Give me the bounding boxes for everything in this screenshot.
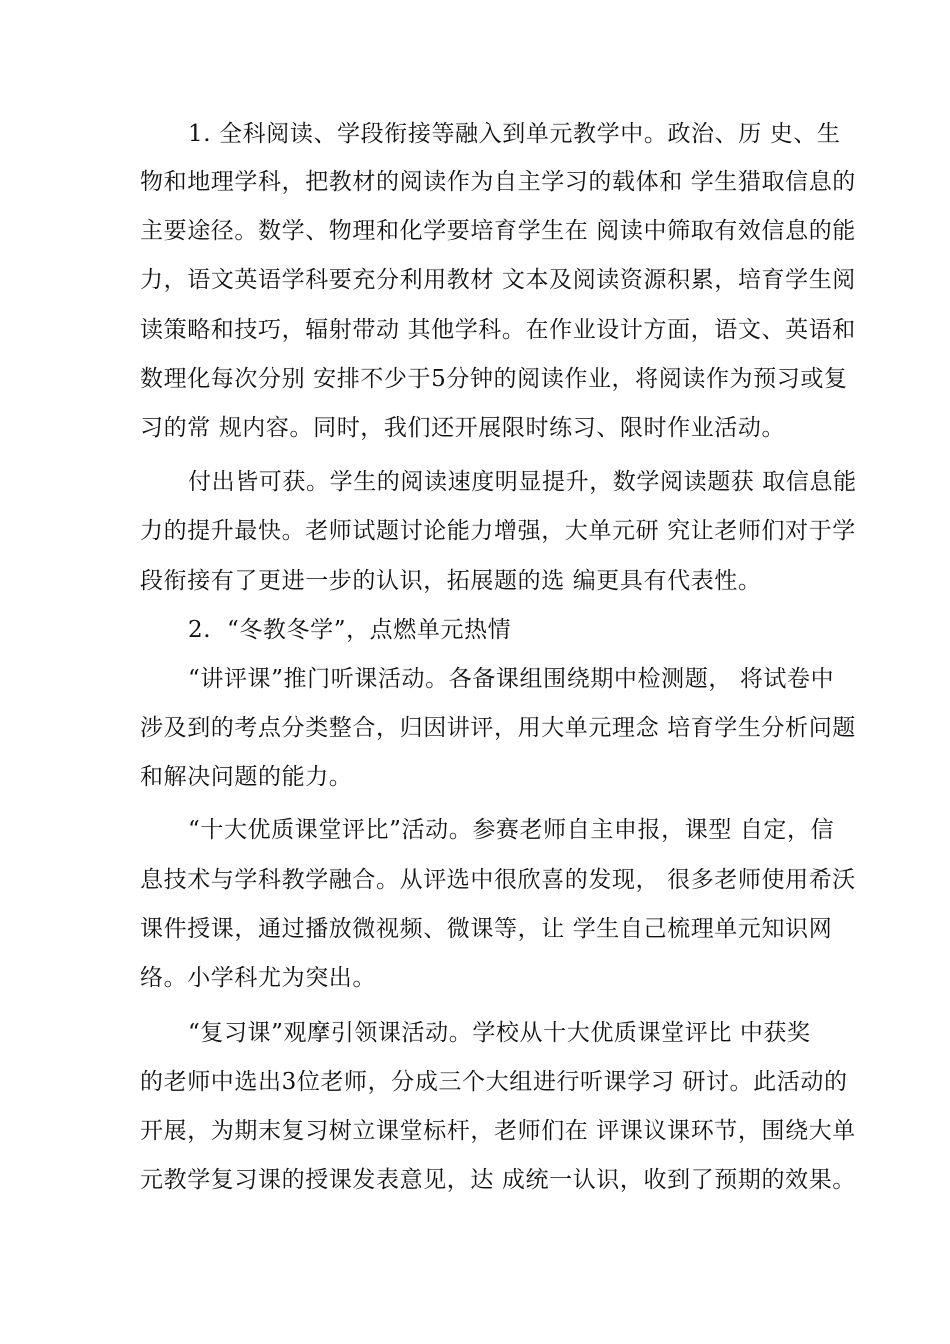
text-line: 读策略和技巧，辐射带动 其他学科。在作业设计方面，语文、英语和 — [140, 317, 856, 343]
text-line: 力，语文英语学科要充分利用教材 文本及阅读资源积累，培育学生阅 — [140, 267, 856, 293]
text-line: 和解决问题的能力。 — [140, 764, 353, 790]
text-line: 的老师中选出3位老师，分成三个大组进行听课学习 研讨。此活动的 — [140, 1069, 848, 1095]
text-line: “讲评课”推门听课活动。各备课组围绕期中检测题， 将试卷中 — [188, 666, 835, 692]
text-line: 习的常 规内容。同时，我们还开展限时练习、限时作业活动。 — [140, 415, 786, 441]
text-line: 涉及到的考点分类整合，归因讲评，用大单元理念 培育学生分析问题 — [140, 715, 856, 741]
text-line: 络。小学科尤为突出。 — [140, 965, 376, 991]
text-line: 物和地理学科，把教材的阅读作为自主学习的载体和 学生猎取信息的 — [140, 169, 856, 195]
text-line: 课件授课，通过播放微视频、微课等，让 学生自己梳理单元知识网 — [140, 916, 833, 942]
text-line: 主要途径。数学、物理和化学要培育学生在 阅读中筛取有效信息的能 — [140, 218, 856, 244]
text-line: 力的提升最快。老师试题讨论能力增强，大单元研 究让老师们对于学 — [140, 518, 856, 544]
text-line: 息技术与学科教学融合。从评选中很欣喜的发现， 很多老师使用希沃 — [140, 867, 856, 893]
text-line: 数理化每次分别 安排不少于5分钟的阅读作业，将阅读作为预习或复 — [140, 366, 848, 392]
text-line: 开展，为期末复习树立课堂标杆，老师们在 评课议课环节，围绕大单 — [140, 1118, 856, 1144]
section-heading: 2. “冬教冬学”，点燃单元热情 — [188, 617, 512, 643]
text-line: “十大优质课堂评比”活动。参赛老师自主申报，课型 自定，信 — [188, 817, 835, 843]
text-line: 段衔接有了更进一步的认识，拓展题的选 编更具有代表性。 — [140, 568, 762, 594]
text-line: “复习课”观摩引领课活动。学校从十大优质课堂评比 中获奖 — [188, 1020, 811, 1046]
text-line: 1. 全科阅读、学段衔接等融入到单元教学中。政治、历 史、生 — [188, 121, 841, 147]
text-line: 元教学复习课的授课发表意见，达 成统一认识，收到了预期的效果。 — [140, 1167, 856, 1193]
text-line: 付出皆可获。学生的阅读速度明显提升，数学阅读题获 取信息能 — [188, 469, 857, 495]
